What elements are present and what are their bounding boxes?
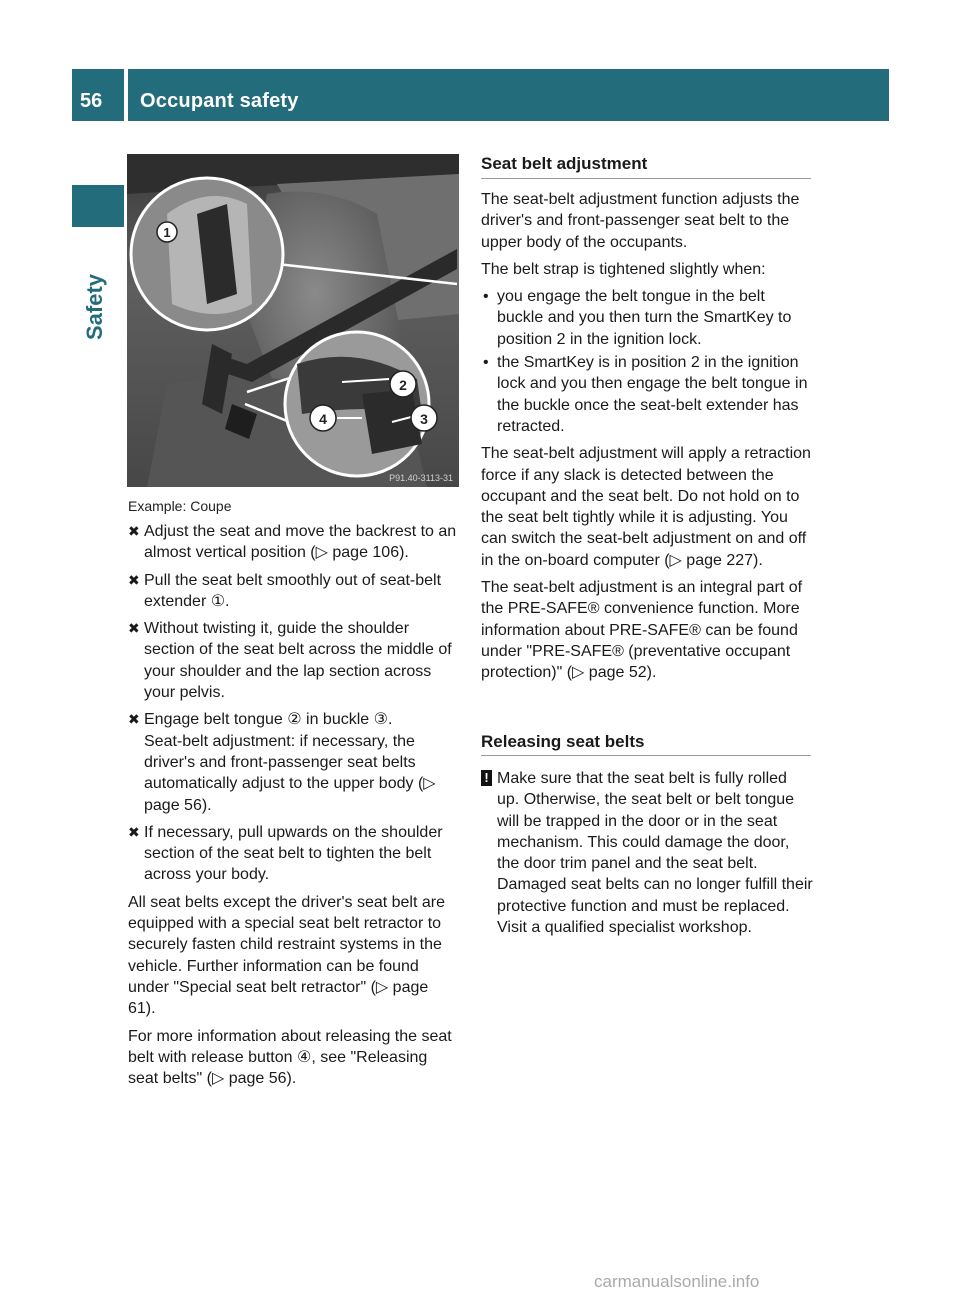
step-text: Pull the seat belt smoothly out of seat-belt extender ①.: [144, 571, 442, 610]
step-text: If necessary, pull upwards on the shoulder section of the seat belt to tighten the belt across your body.: [144, 823, 443, 884]
section-title-releasing: Releasing seat belts: [481, 732, 645, 751]
step-arrow-icon: ✖: [128, 620, 140, 637]
paragraph-retraction: The seat-belt adjustment will apply a retraction force if any slack is detected between the occupant and the seat belt. Do not hold on to the seat belt tightly while it is adjusting. You can switch the seat-belt adjustment on and off in the on-board computer (▷ page 227).: [481, 445, 811, 569]
step-text: Adjust the seat and move the backrest to an almost vertical position (▷ page 106).: [144, 523, 457, 562]
step-arrow-icon: ✖: [128, 571, 140, 588]
instruction-step: [128, 618, 460, 703]
instruction-step: [128, 709, 460, 730]
page-number: 56: [80, 90, 103, 112]
paragraph-presafe: The seat-belt adjustment is an integral part of the PRE-SAFE® convenience function. More information about PRE-SAFE® can be found under "PRE-SAFE® (preventative occupant protection)" (▷ page 52).: [481, 579, 803, 682]
figure-code: P91.40-3113-31: [389, 473, 453, 483]
right-column: [481, 189, 813, 690]
callout-4: 4: [319, 411, 327, 427]
step-detail: [128, 731, 460, 816]
paragraph-when: The belt strap is tightened slightly when:: [481, 260, 766, 278]
list-item: [481, 352, 813, 437]
figure-caption: Example: Coupe: [128, 498, 232, 514]
callout-1: 1: [163, 225, 171, 240]
callout-2: 2: [399, 377, 407, 393]
header-divider: [124, 69, 128, 121]
side-tab-marker: [72, 185, 124, 227]
note-text: Make sure that the seat belt is fully rolled up. Otherwise, the seat belt or belt tongue will be trapped in the door or in the seat mechanism. This could damage the door, the door trim panel and the seat belt. Damaged seat belts can no longer fulfill their protective function and must be replaced. Visit a qualified specialist workshop.: [497, 770, 813, 937]
section-title-adjustment: Seat belt adjustment: [481, 154, 648, 173]
bullet-icon: •: [483, 288, 489, 306]
bullet-icon: •: [483, 354, 489, 372]
list-item-text: the SmartKey is in position 2 in the ignition lock and you then engage the belt tongue in the buckle once the seat-belt extender has retracted.: [497, 354, 808, 435]
section-divider: [481, 755, 811, 756]
instruction-step: [128, 521, 460, 564]
seatbelt-illustration: [127, 154, 459, 487]
step-text: Engage belt tongue ② in buckle ③.: [144, 711, 393, 729]
step-arrow-icon: ✖: [128, 823, 140, 840]
callout-3: 3: [420, 411, 428, 427]
paragraph-retractor: All seat belts except the driver's seat belt are equipped with a special seat belt retractor to securely fasten child restraint systems in the vehicle. Further information can be found under "Special seat belt retractor" (▷ page 61).: [128, 893, 445, 1018]
page-title: Occupant safety: [140, 90, 299, 112]
seatbelt-illustration-svg: [127, 154, 459, 487]
section-divider: [481, 178, 811, 179]
list-item-text: you engage the belt tongue in the belt buckle and you then turn the SmartKey to position 2 in the ignition lock.: [497, 288, 792, 348]
warning-icon: !: [481, 770, 492, 786]
step-text: Without twisting it, guide the shoulder section of the seat belt across the middle of your shoulder and the lap section across your pelvis.: [144, 620, 452, 702]
watermark: carmanualsonline.info: [594, 1272, 760, 1291]
left-column: [128, 521, 460, 1095]
step-detail-text: Seat-belt adjustment: if necessary, the driver's and front-passenger seat belts automatically adjust to the upper body (▷ page 56).: [144, 732, 436, 814]
list-item: [481, 286, 813, 350]
step-arrow-icon: ✖: [128, 711, 140, 728]
note-block: [481, 768, 813, 938]
warning-note: [481, 768, 813, 938]
paragraph-intro: The seat-belt adjustment function adjusts the driver's and front-passenger seat belt to the upper body of the occupants.: [481, 191, 800, 251]
paragraph-release-button: For more information about releasing the seat belt with release button ④, see "Releasing seat belts" (▷ page 56).: [128, 1027, 452, 1088]
instruction-step: [128, 822, 460, 886]
instruction-step: [128, 570, 460, 613]
section-side-label: Safety: [82, 273, 107, 340]
step-arrow-icon: ✖: [128, 523, 140, 539]
